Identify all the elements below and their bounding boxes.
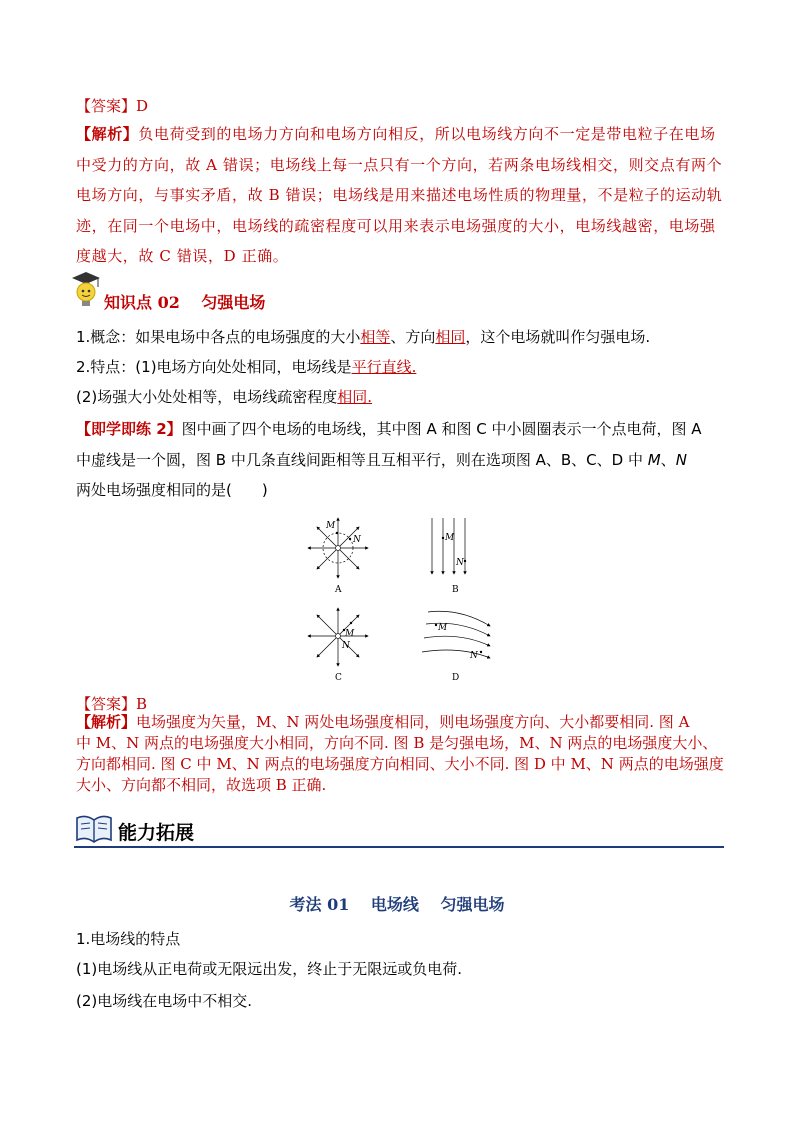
graduate-bulb-icon xyxy=(68,270,104,310)
tips-heading: 1.电场线的特点 xyxy=(76,930,181,948)
section-title: 能力拓展 xyxy=(118,822,195,844)
analysis-label: 【解析】 xyxy=(76,125,139,143)
figure-d xyxy=(422,611,490,683)
analysis2-line-3: 方向都相同. 图 C 中 M、N 两点的电场强度方向相同、大小不同. 图 D 中 M、N 两点的电场强度 xyxy=(76,755,724,773)
figure-label-a: A xyxy=(335,585,342,595)
feature-line xyxy=(76,356,416,378)
section-rule xyxy=(74,846,724,848)
figure-b-n: N xyxy=(456,558,464,568)
practice-line-2 xyxy=(76,449,687,471)
answer-1 xyxy=(76,96,148,117)
practice-line-3: 两处电场强度相同的是( ) xyxy=(76,481,268,499)
figure-c xyxy=(308,608,368,683)
figure-d-m: M xyxy=(438,623,448,633)
concept-underline-1: 相等 xyxy=(360,328,391,346)
feature2-prefix: (2)场强大小处处相等，电场线疏密程度 xyxy=(76,388,338,406)
concept-mid: 、方向 xyxy=(390,328,436,346)
book-icon xyxy=(74,812,114,846)
tips-p1: (1)电场线从正电荷或无限远出发，终止于无限远或负电荷. xyxy=(76,960,463,978)
practice-text-2: 中虚线是一个圆，图 B 中几条直线间距相等且互相平行，则在选项图 A、B、C、D 中 xyxy=(76,451,648,469)
analysis2-line-4: 大小、方向都不相同，故选项 B 正确. xyxy=(76,776,327,794)
concept-line xyxy=(76,326,650,348)
figure-label-b: B xyxy=(452,585,459,595)
feature-prefix: 2.特点：(1)电场方向处处相同，电场线是 xyxy=(76,358,352,376)
figure-a xyxy=(308,518,368,595)
concept-prefix: 1.概念：如果电场中各点的电场强度的大小 xyxy=(76,328,361,346)
figure-d-n: N xyxy=(470,651,478,661)
answer-label: 【答案】 xyxy=(76,97,137,115)
analysis-2 xyxy=(76,712,726,796)
analysis-1 xyxy=(76,119,724,272)
answer-value: D xyxy=(136,97,149,115)
knowledge-point-title: 知识点 02 匀强电场 xyxy=(104,293,266,312)
figure-b-m: M xyxy=(445,533,455,543)
concept-underline-2: 相同 xyxy=(435,328,466,346)
practice-line-1 xyxy=(76,418,702,440)
figure-a-m: M xyxy=(326,521,336,531)
tips-p2: (2)电场线在电场中不相交. xyxy=(76,992,253,1010)
figure-c-m: M xyxy=(345,629,355,639)
feature-underline: 平行直线. xyxy=(351,358,417,376)
figure-label-c: C xyxy=(335,673,342,683)
analysis2-label: 【解析】 xyxy=(76,713,137,731)
analysis2-line-1: 电场强度为矢量，M、N 两处电场强度相同，则电场强度方向、大小都要相同. 图 A xyxy=(136,713,690,731)
practice-label: 【即学即练 2】 xyxy=(76,420,182,438)
analysis-text: 负电荷受到的电场力方向和电场方向相反，所以电场线方向不一定是带电粒子在电场中受力的方向，故 A 错误；电场线上每一点只有一个方向，若两条电场线相交，则交点有两个电场方向，与事实矛盾，故 B 错误；电场线是用来描述电场性质的物理量，不是粒子的运动轨迹，在同一个电场中，电场线的疏密程度可以用来表示电场强度的大小，电场线越密，电场强度越大，故 C 错误，D 正确。 xyxy=(76,125,723,265)
practice-text-1: 图中画了四个电场的电场线，其中图 A 和图 C 中小圆圈表示一个点电荷，图 A xyxy=(181,420,702,438)
concept-suffix: ，这个电场就叫作匀强电场. xyxy=(465,328,651,346)
figure-a-n: N xyxy=(353,535,361,545)
method-title: 考法 01 电场线 匀强电场 xyxy=(289,895,505,914)
figure-svg xyxy=(300,512,500,688)
answer2-value: B xyxy=(136,695,148,713)
practice-n: N xyxy=(675,451,687,469)
answer2-label: 【答案】 xyxy=(76,695,137,713)
analysis2-line-2: 中 M、N 两点的电场强度大小相同，方向不同. 图 B 是匀强电场，M、N 两点的电场强度大小、 xyxy=(76,734,718,752)
figure-b xyxy=(432,518,466,595)
feature2-underline: 相同. xyxy=(337,388,373,406)
practice-sep: 、 xyxy=(660,451,676,469)
feature2-line xyxy=(76,386,372,408)
practice-m: M xyxy=(647,451,661,469)
field-lines-figure xyxy=(300,512,500,688)
figure-c-n: N xyxy=(342,641,350,651)
figure-label-d: D xyxy=(452,673,460,683)
